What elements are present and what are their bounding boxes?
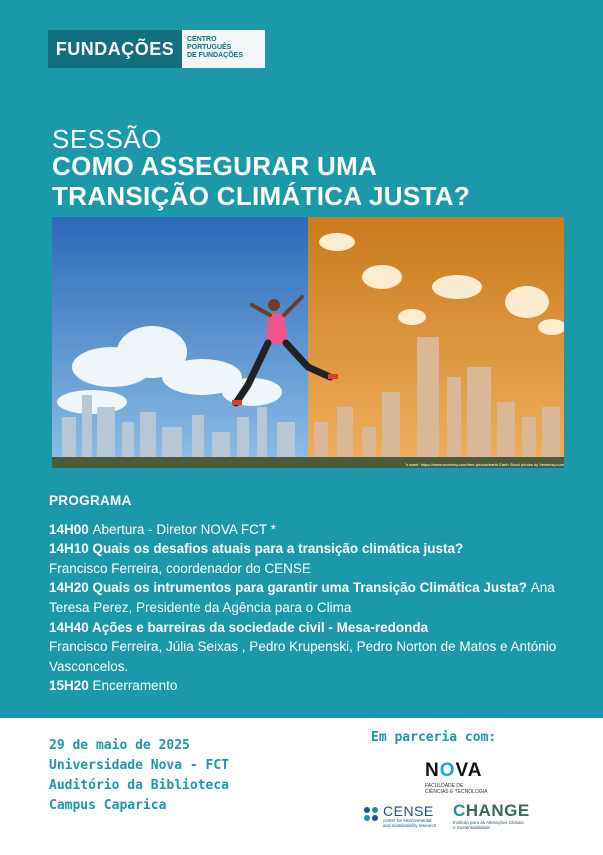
change-sub-line: Instituto para as Alterações Globais bbox=[453, 820, 524, 825]
hero-illustration bbox=[52, 217, 564, 468]
program-text: Encerramento bbox=[92, 678, 178, 694]
session-title-line: TRANSIÇÃO CLIMÁTICA JUSTA? bbox=[52, 181, 470, 211]
event-venue: Universidade Nova - FCT bbox=[49, 758, 230, 773]
change-letter-c: C bbox=[453, 801, 466, 820]
change-letters: HANGE bbox=[465, 801, 530, 820]
nova-letter-o: O bbox=[439, 760, 456, 781]
change-sub-line: e Sustentabilidade bbox=[453, 825, 491, 830]
nova-letters: N bbox=[425, 760, 440, 781]
program-text: Francisco Ferreira, coordenador do CENSE bbox=[49, 560, 311, 576]
change-wordmark bbox=[453, 802, 530, 820]
nova-subtitle bbox=[425, 783, 535, 795]
event-date: 29 de maio de 2025 bbox=[49, 738, 190, 753]
program-text: Abertura - Diretor NOVA FCT * bbox=[92, 521, 276, 537]
program-item bbox=[49, 539, 569, 578]
session-label: SESSÃO bbox=[52, 124, 162, 154]
program-time: 14H00 bbox=[49, 521, 93, 537]
logo-sub-line: PORTUGUÊS bbox=[187, 44, 232, 51]
logo-main-text: FUNDAÇÕES bbox=[48, 30, 182, 68]
partners-label: Em parceria com: bbox=[371, 730, 497, 745]
nova-logo bbox=[425, 760, 535, 795]
program-text: Ana Teresa Perez, Presidente da Agência para o Clima bbox=[49, 580, 555, 615]
program-topic: Quais os intrumentos para garantir uma Transição Climática Justa? bbox=[92, 580, 531, 596]
cense-sub-line: center for environmental bbox=[383, 818, 432, 823]
event-venue: Campus Caparica bbox=[49, 798, 167, 813]
nova-wordmark bbox=[425, 760, 535, 782]
event-details bbox=[49, 736, 229, 816]
program-item bbox=[49, 676, 569, 696]
session-title bbox=[52, 151, 572, 211]
program-time: 14H10 bbox=[49, 541, 93, 557]
cense-mark-icon bbox=[361, 804, 383, 824]
program-topic: Ações e barreiras da sociedade civil - Mesa-redonda bbox=[92, 619, 429, 635]
cense-text bbox=[383, 804, 436, 828]
program-section bbox=[49, 491, 569, 696]
fundacoes-logo bbox=[48, 30, 265, 68]
logo-sub-line: DE FUNDAÇÕES bbox=[187, 52, 244, 59]
logo-sub-line: CENTRO bbox=[187, 36, 217, 43]
program-topic: Quais os desafios atuais para a transição climática justa? bbox=[92, 541, 464, 557]
cense-sub-line: and sustainability research bbox=[383, 823, 437, 828]
nova-sub-line: CIÊNCIAS E TECNOLOGIA bbox=[425, 789, 488, 795]
photo-credit: "x team" https://www.vecteezy.com/free-photos/earth Earth Stock photos by Vecteezy.com bbox=[404, 462, 564, 467]
change-logo bbox=[453, 802, 530, 830]
session-title-line: COMO ASSEGURAR UMA bbox=[52, 151, 378, 181]
program-time: 15H20 bbox=[49, 678, 93, 694]
program-item bbox=[49, 520, 569, 540]
program-time: 14H40 bbox=[49, 619, 93, 635]
program-text: Francisco Ferreira, Júlia Seixas , Pedro Krupenski, Pedro Norton de Matos e António Vasconcelos. bbox=[49, 639, 557, 674]
nova-sub-line: FACULDADE DE bbox=[425, 783, 464, 789]
program-title: PROGRAMA bbox=[49, 493, 132, 508]
event-venue: Auditório da Biblioteca bbox=[49, 778, 230, 793]
cense-wordmark: CENSE bbox=[383, 803, 434, 819]
program-item bbox=[49, 578, 569, 617]
cense-logo bbox=[361, 804, 436, 828]
logo-subtitle bbox=[182, 30, 265, 68]
nova-letters: VA bbox=[455, 760, 483, 781]
hero-photo bbox=[52, 217, 564, 468]
program-item bbox=[49, 618, 569, 677]
program-time: 14H20 bbox=[49, 580, 93, 596]
